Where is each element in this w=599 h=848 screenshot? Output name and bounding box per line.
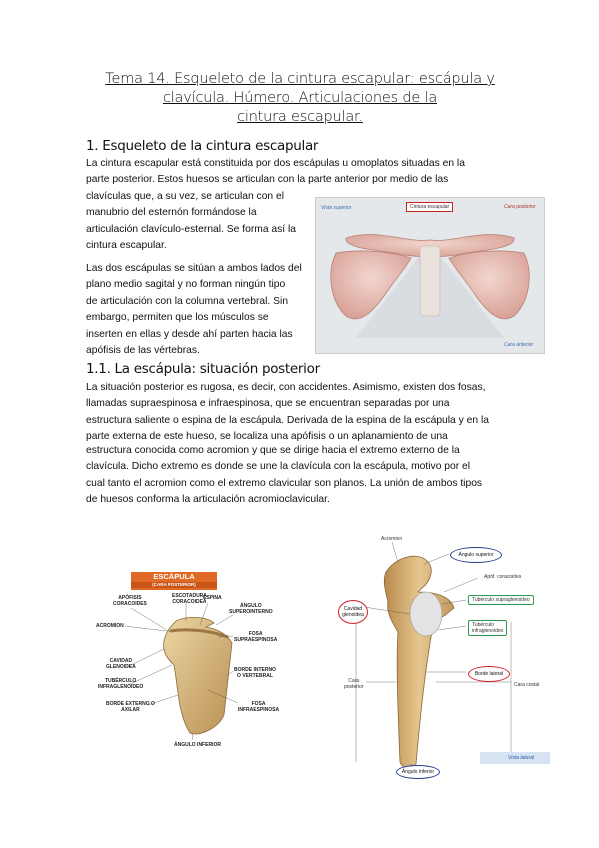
- label-angulo-superior: Ángulo superior: [450, 547, 502, 563]
- text-line: llamadas supraespinosa e infraespinosa, que se encuentran separadas por una: [86, 398, 450, 410]
- label-espina: ESPINA: [203, 595, 222, 601]
- text-line: parte externa de este hueso, se localiza una apófisis o un aplanamiento de una: [86, 431, 448, 443]
- label-cara-posterior-lateral: Cara posterior: [344, 678, 364, 690]
- label-escotadura-coracoidea: ESCOTADURA CORACOIDEA: [172, 593, 207, 605]
- section-1-1-paragraph-1: [86, 380, 536, 446]
- shoulder-girdle-figure: [315, 197, 545, 354]
- label-tuberculo-infraglenoideo: TUBÉRCULO INFRAGLENOIDEO: [98, 678, 144, 690]
- label-vista-lateral: Vista lateral: [508, 755, 535, 761]
- section-1-paragraph-2: [86, 261, 316, 359]
- title-line-1: Tema 14. Esqueleto de la cintura escapular: escápula y: [105, 71, 495, 87]
- text-line: cintura escapular.: [86, 240, 167, 252]
- label-angulo-inferior-lateral: Ángulo inferior: [396, 765, 440, 779]
- text-line: inserten en ellas y desde ahí parten hacia las: [86, 328, 293, 340]
- text-line: clavículas que, a su vez, se articulan con el: [86, 190, 285, 202]
- label-borde-interno: BORDE INTERNO O VERTEBRAL: [234, 667, 276, 679]
- shoulder-girdle-illustration: [316, 198, 544, 353]
- label-apof-coracoides: Apóf. coracoides: [484, 574, 522, 580]
- title-line-2: clavícula. Húmero. Articulaciones de la: [162, 90, 438, 106]
- label-tuberculo-infraglenoideo-lateral: Tubérculo infraglenoideo: [468, 620, 507, 636]
- text-line: de articulación con la columna vertebral. Sin: [86, 295, 289, 307]
- text-line: La situación posterior es rugosa, es decir, con accidentes. Asimismo, existen dos fosas,: [86, 382, 486, 393]
- text-line: apófisis de las vértebras.: [86, 345, 200, 357]
- text-line: embargo, permiten que los músculos se: [86, 312, 269, 324]
- label-acromion-lateral: Acromion: [381, 536, 403, 542]
- scapula-posterior-figure: [78, 565, 310, 753]
- label-cara-anterior: Cara anterior: [504, 342, 534, 348]
- banner-title: ESCÁPULA: [153, 572, 195, 581]
- label-cavidad-glenoidea-lateral: Cavidad glenoidea: [338, 600, 368, 624]
- text-line: parte posterior. Estos huesos se articulan con la parte anterior por medio de las: [86, 174, 449, 186]
- label-cintura-escapular: Cintura escapular: [406, 202, 453, 212]
- label-cara-costal: Cara costal: [514, 682, 540, 688]
- label-borde-externo: BORDE EXTERNO O AXILAR: [106, 701, 155, 713]
- page-title: [60, 70, 540, 127]
- section-1-1-heading: 1.1. La escápula: situación posterior: [86, 361, 320, 377]
- label-acromion: ACROMION: [96, 623, 124, 629]
- section-1-1-paragraph-2: [86, 443, 536, 509]
- text-line: plano medio sagital y no forman ningún tipo: [86, 279, 286, 291]
- text-line: La cintura escapular está constituida por dos escápulas u omoplatos situadas en la: [86, 158, 465, 169]
- scapula-lateral-illustration: [326, 532, 554, 782]
- label-fosa-supraespinosa: FOSA SUPRAESPINOSA: [234, 631, 278, 643]
- scapula-lateral-figure: [326, 532, 554, 782]
- text-line: manubrio del esternón formándose la: [86, 207, 257, 219]
- label-fosa-infraespinosa: FOSA INFRAESPINOSA: [238, 701, 280, 713]
- label-angulo-inferior: ÁNGULO INFERIOR: [174, 742, 221, 748]
- label-borde-lateral: Borde lateral: [468, 666, 510, 682]
- section-1-heading: 1. Esqueleto de la cintura escapular: [86, 138, 319, 154]
- label-angulo-superointerno: ÁNGULO SUPEROINTERNO: [229, 603, 273, 615]
- label-cavidad-glenoidea: CAVIDAD GLENOIDEA: [106, 658, 136, 670]
- text-line: clavícula. Dicho extremo es donde se une la clavícula con la escápula, motivo por el: [86, 461, 471, 473]
- label-cara-posterior: Cara posterior: [504, 204, 536, 210]
- label-vista-superior: Vista superior: [321, 205, 352, 211]
- text-line: de huesos conforma la articulación acromioclavicular.: [86, 494, 330, 506]
- text-line: articulación clavículo-esternal. Se forma así la: [86, 223, 297, 235]
- text-line: estructura conocida como acromion y que se dirige hacia el extremo externo de la: [86, 445, 460, 456]
- label-apofisis-coracoides: APÓFISIS CORACOIDES: [113, 595, 147, 607]
- title-line-3: cintura escapular.: [237, 109, 363, 125]
- text-line: estructura saliente o espina de la escápula. Derivada de la espina de la escápula y en la: [86, 414, 489, 426]
- label-tuberculo-supraglenoideo: Tubérculo supraglenoideo: [468, 595, 534, 605]
- text-line: cual tanto el acromion como el extremo clavicular son planos. La unión de ambos tipos: [86, 477, 483, 489]
- text-line: Las dos escápulas se sitúan a ambos lados del: [86, 263, 302, 274]
- banner-subtitle: (CARA POSTERIOR): [131, 582, 217, 588]
